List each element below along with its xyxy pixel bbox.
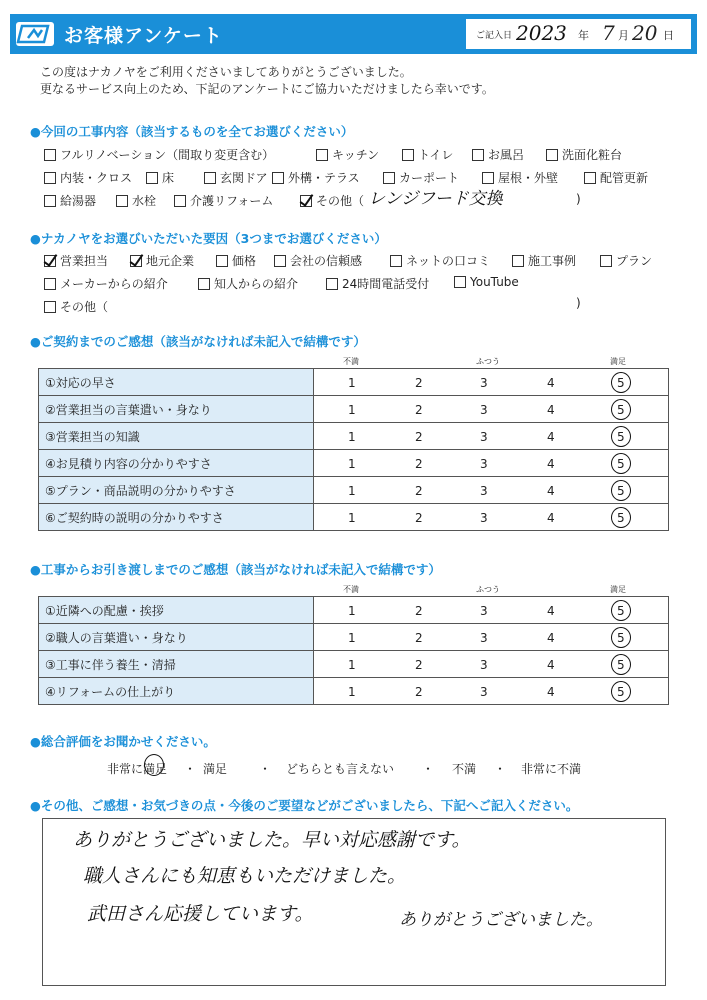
rating-option-2[interactable]: 2	[415, 631, 423, 645]
section5-title: ●総合評価をお聞かせください。	[30, 734, 216, 749]
section1-option-5[interactable]	[44, 169, 132, 186]
checkbox-icon[interactable]	[216, 255, 228, 267]
date-year-unit: 年	[578, 29, 589, 42]
rating-option-1[interactable]: 1	[348, 685, 356, 699]
section3-question: ②営業担当の言葉遣い・身なり	[39, 396, 314, 423]
checkbox-checked-icon[interactable]	[44, 255, 56, 267]
date-day: 20	[632, 21, 658, 45]
comment-box[interactable]	[42, 818, 666, 986]
rating-option-3[interactable]: 3	[480, 484, 488, 498]
date-month-unit: 月	[618, 29, 629, 42]
section2-title: ●ナカノヤをお選びいただいた要因（3つまでお選びください）	[30, 231, 387, 246]
section1-option-label: フルリノベーション（間取り変更含む）	[60, 148, 275, 162]
rating-option-4[interactable]: 4	[547, 403, 555, 417]
section2-option-9[interactable]	[326, 275, 429, 292]
section1-option-label: 介護リフォーム	[190, 194, 274, 208]
rating-option-5[interactable]: 5	[617, 604, 625, 618]
section1-option-label: 屋根・外壁	[498, 171, 559, 185]
overall-option-0[interactable]: 非常に満足	[107, 762, 168, 776]
section3-scale-mid: ふつう	[476, 357, 500, 366]
checkbox-icon[interactable]	[600, 255, 612, 267]
checkbox-icon[interactable]	[326, 278, 338, 290]
section2-option-1[interactable]	[130, 252, 194, 269]
section4-scale-cell[interactable]	[314, 678, 669, 705]
section3-question: ③営業担当の知識	[39, 423, 314, 450]
intro-line-2: 更なるサービス向上のため、下記のアンケートにご協力いただけましたら幸いです。	[40, 82, 494, 96]
checkbox-icon[interactable]	[44, 278, 56, 290]
selected-rating-circle	[611, 600, 631, 621]
rating-option-1[interactable]: 1	[348, 457, 356, 471]
checkbox-icon[interactable]	[316, 149, 328, 161]
rating-option-1[interactable]: 1	[348, 631, 356, 645]
section2-option-label: その他（	[60, 300, 109, 314]
comment-line-3: 武田さん応援しています。	[87, 903, 314, 925]
section3-scale-cell[interactable]	[314, 423, 669, 450]
section1-option-2[interactable]	[402, 146, 453, 163]
overall-option-2[interactable]: 満足	[203, 762, 228, 776]
section3-question: ⑤プラン・商品説明の分かりやすさ	[39, 477, 314, 504]
section2-option-6[interactable]	[600, 252, 652, 269]
section2-other-close: )	[576, 296, 581, 310]
section1-option-label: その他（	[316, 194, 365, 208]
header-bar	[10, 14, 697, 54]
page-title: お客様アンケート	[64, 25, 223, 47]
rating-option-2[interactable]: 2	[415, 376, 423, 390]
date-field[interactable]	[466, 19, 691, 49]
table-row	[39, 477, 669, 504]
rating-option-4[interactable]: 4	[547, 511, 555, 525]
section4-question: ④リフォームの仕上がり	[39, 678, 314, 705]
selected-rating-circle	[611, 453, 631, 474]
selected-rating-circle	[611, 372, 631, 393]
rating-option-2[interactable]: 2	[415, 430, 423, 444]
checkbox-icon[interactable]	[402, 149, 414, 161]
rating-option-3[interactable]: 3	[480, 430, 488, 444]
rating-option-5[interactable]: 5	[617, 685, 625, 699]
section1-option-label: 外構・テラス	[288, 171, 360, 185]
checkbox-checked-icon[interactable]	[130, 255, 142, 267]
selected-rating-circle	[611, 480, 631, 501]
section1-option-11[interactable]	[584, 169, 648, 186]
section1-option-label: 床	[162, 171, 175, 185]
rating-option-2[interactable]: 2	[415, 403, 423, 417]
section1-option-label: 内装・クロス	[60, 171, 133, 185]
rating-option-3[interactable]: 3	[480, 604, 488, 618]
checkbox-icon[interactable]	[472, 149, 484, 161]
date-month: 7	[602, 21, 615, 45]
overall-option-6[interactable]: 不満	[452, 762, 477, 776]
section1-option-14[interactable]	[174, 192, 273, 209]
rating-option-5[interactable]: 5	[617, 430, 625, 444]
checkbox-icon[interactable]	[546, 149, 558, 161]
rating-option-5[interactable]: 5	[617, 631, 625, 645]
rating-option-2[interactable]: 2	[415, 604, 423, 618]
section4-question: ①近隣への配慮・挨拶	[39, 597, 314, 624]
section2-option-label: ネットの口コミ	[406, 254, 491, 268]
checkbox-icon[interactable]	[390, 255, 402, 267]
selected-rating-circle	[611, 654, 631, 675]
table-row	[39, 624, 669, 651]
section1-option-label: 洗面化粧台	[562, 148, 623, 162]
overall-separator: ・	[184, 762, 197, 776]
checkbox-icon[interactable]	[146, 172, 158, 184]
section3-title: ●ご契約までのご感想（該当がなければ未記入で結構です）	[30, 334, 366, 349]
section1-option-0[interactable]	[44, 146, 274, 163]
table-row	[39, 396, 669, 423]
table-row	[39, 450, 669, 477]
checkbox-icon[interactable]	[198, 278, 210, 290]
table-row	[39, 369, 669, 396]
rating-option-4[interactable]: 4	[547, 604, 555, 618]
checkbox-icon[interactable]	[272, 172, 284, 184]
rating-option-5[interactable]: 5	[617, 376, 625, 390]
overall-selected-circle	[144, 754, 164, 776]
section4-scale-mid: ふつう	[476, 585, 500, 594]
section3-scale-high: 満足	[610, 357, 626, 366]
rating-option-2[interactable]: 2	[415, 685, 423, 699]
section3-question: ①対応の早さ	[39, 369, 314, 396]
date-year: 2023	[516, 21, 567, 45]
overall-separator: ・	[494, 762, 507, 776]
rating-option-5[interactable]: 5	[617, 457, 625, 471]
overall-separator: ・	[422, 762, 435, 776]
section1-option-label: 水栓	[132, 194, 157, 208]
checkbox-icon[interactable]	[584, 172, 596, 184]
checkbox-icon[interactable]	[454, 276, 466, 288]
section2-option-label: メーカーからの紹介	[60, 277, 168, 291]
comment-line-1: ありがとうございました。早い対応感謝です。	[73, 829, 471, 851]
section3-question: ④お見積り内容の分かりやすさ	[39, 450, 314, 477]
section1-option-label: 玄関ドア	[220, 171, 268, 185]
section1-other-handwritten: レンジフード交換	[368, 189, 503, 209]
rating-option-3[interactable]: 3	[480, 457, 488, 471]
intro-text	[40, 64, 494, 98]
checkbox-icon[interactable]	[44, 195, 56, 207]
section4-scale-high: 満足	[610, 585, 626, 594]
rating-option-4[interactable]: 4	[547, 631, 555, 645]
intro-line-1: この度はナカノヤをご利用くださいましてありがとうございました。	[40, 65, 412, 79]
rating-option-4[interactable]: 4	[547, 658, 555, 672]
rating-option-1[interactable]: 1	[348, 403, 356, 417]
section3-scale-cell[interactable]	[314, 477, 669, 504]
section1-other-close: )	[576, 192, 581, 206]
rating-option-1[interactable]: 1	[348, 658, 356, 672]
section2-option-3[interactable]	[274, 252, 362, 269]
section6-title: ●その他、ご感想・お気づきの点・今後のご要望などがございましたら、下記へご記入ください。	[30, 798, 579, 813]
checkbox-icon[interactable]	[274, 255, 286, 267]
section2-option-7[interactable]	[44, 275, 168, 292]
section3-scale-low: 不満	[343, 357, 359, 366]
rating-option-5[interactable]: 5	[617, 484, 625, 498]
contract-rating-table	[38, 368, 669, 531]
company-logo-icon	[16, 22, 54, 46]
section2-option-label: プラン	[616, 254, 653, 268]
overall-option-8[interactable]: 非常に不満	[521, 762, 582, 776]
section4-scale-cell[interactable]	[314, 651, 669, 678]
comment-line-2: 職人さんにも知恵もいただけました。	[83, 865, 407, 887]
section2-option-label: 営業担当	[60, 254, 109, 268]
section2-option-10[interactable]	[454, 275, 519, 289]
rating-option-3[interactable]: 3	[480, 685, 488, 699]
rating-option-4[interactable]: 4	[547, 457, 555, 471]
checkbox-icon[interactable]	[204, 172, 216, 184]
date-label: ご記入日	[476, 31, 513, 41]
section2-option-label: 施工事例	[528, 254, 577, 268]
rating-option-3[interactable]: 3	[480, 403, 488, 417]
checkbox-icon[interactable]	[512, 255, 524, 267]
table-row	[39, 423, 669, 450]
rating-option-3[interactable]: 3	[480, 658, 488, 672]
section1-option-3[interactable]	[472, 146, 524, 163]
table-row	[39, 597, 669, 624]
rating-option-4[interactable]: 4	[547, 376, 555, 390]
section2-option-label: 知人からの紹介	[214, 277, 299, 291]
checkbox-icon[interactable]	[44, 301, 56, 313]
section1-option-6[interactable]	[146, 169, 174, 186]
section1-option-label: お風呂	[488, 148, 525, 162]
section2-option-label: YouTube	[470, 275, 519, 289]
overall-option-4[interactable]: どちらとも言えない	[286, 762, 395, 776]
section1-option-label: カーポート	[399, 171, 460, 185]
section2-option-0[interactable]	[44, 252, 108, 269]
rating-option-3[interactable]: 3	[480, 376, 488, 390]
section1-option-8[interactable]	[272, 169, 360, 186]
section1-option-label: トイレ	[418, 148, 454, 162]
section1-option-13[interactable]	[116, 192, 156, 209]
rating-option-5[interactable]: 5	[617, 403, 625, 417]
rating-option-5[interactable]: 5	[617, 658, 625, 672]
section4-question: ②職人の言葉遣い・身なり	[39, 624, 314, 651]
section2-option-4[interactable]	[390, 252, 490, 269]
checkbox-icon[interactable]	[44, 149, 56, 161]
rating-option-4[interactable]: 4	[547, 484, 555, 498]
section4-scale-low: 不満	[343, 585, 359, 594]
section1-title: ●今回の工事内容（該当するものを全てお選びください）	[30, 124, 354, 139]
rating-option-2[interactable]: 2	[415, 658, 423, 672]
section3-scale-cell[interactable]	[314, 369, 669, 396]
section4-question: ③工事に伴う養生・清掃	[39, 651, 314, 678]
section1-option-4[interactable]	[546, 146, 622, 163]
selected-rating-circle	[611, 507, 631, 528]
table-row	[39, 678, 669, 705]
selected-rating-circle	[611, 426, 631, 447]
rating-option-4[interactable]: 4	[547, 685, 555, 699]
section3-question: ⑥ご契約時の説明の分かりやすさ	[39, 504, 314, 531]
rating-option-4[interactable]: 4	[547, 430, 555, 444]
section3-scale-cell[interactable]	[314, 396, 669, 423]
section4-scale-cell[interactable]	[314, 597, 669, 624]
section3-scale-cell[interactable]	[314, 504, 669, 531]
table-row	[39, 651, 669, 678]
overall-separator: ・	[259, 762, 272, 776]
section1-option-15[interactable]	[300, 192, 364, 209]
selected-rating-circle	[611, 681, 631, 702]
rating-option-1[interactable]: 1	[348, 484, 356, 498]
section3-scale-cell[interactable]	[314, 450, 669, 477]
rating-option-2[interactable]: 2	[415, 511, 423, 525]
section2-option-label: 価格	[232, 254, 257, 268]
rating-option-3[interactable]: 3	[480, 511, 488, 525]
rating-option-2[interactable]: 2	[415, 484, 423, 498]
checkbox-icon[interactable]	[44, 172, 56, 184]
rating-option-1[interactable]: 1	[348, 511, 356, 525]
checkbox-icon[interactable]	[174, 195, 186, 207]
rating-option-1[interactable]: 1	[348, 430, 356, 444]
section2-option-label: 会社の信頼感	[290, 254, 363, 268]
section1-option-12[interactable]	[44, 192, 96, 209]
section1-option-1[interactable]	[316, 146, 379, 163]
checkbox-icon[interactable]	[116, 195, 128, 207]
section2-option-11[interactable]	[44, 298, 108, 315]
table-row	[39, 504, 669, 531]
checkbox-icon[interactable]	[482, 172, 494, 184]
section2-option-5[interactable]	[512, 252, 576, 269]
rating-option-3[interactable]: 3	[480, 631, 488, 645]
section2-option-8[interactable]	[198, 275, 298, 292]
section1-option-label: キッチン	[332, 148, 380, 162]
section4-scale-cell[interactable]	[314, 624, 669, 651]
checkbox-icon[interactable]	[383, 172, 395, 184]
checkbox-checked-icon[interactable]	[300, 195, 312, 207]
section1-option-label: 給湯器	[60, 194, 97, 208]
construction-rating-table	[38, 596, 669, 705]
section1-option-7[interactable]	[204, 169, 268, 186]
rating-option-5[interactable]: 5	[617, 511, 625, 525]
section2-option-label: 24時間電話受付	[342, 277, 430, 291]
section2-option-label: 地元企業	[146, 254, 195, 268]
date-day-unit: 日	[663, 29, 674, 42]
rating-option-2[interactable]: 2	[415, 457, 423, 471]
section2-option-2[interactable]	[216, 252, 256, 269]
comment-line-4: ありがとうございました。	[399, 910, 603, 930]
selected-rating-circle	[611, 399, 631, 420]
section4-title: ●工事からお引き渡しまでのご感想（該当がなければ未記入で結構です）	[30, 562, 441, 577]
rating-option-1[interactable]: 1	[348, 604, 356, 618]
section1-option-label: 配管更新	[600, 171, 649, 185]
selected-rating-circle	[611, 627, 631, 648]
rating-option-1[interactable]: 1	[348, 376, 356, 390]
